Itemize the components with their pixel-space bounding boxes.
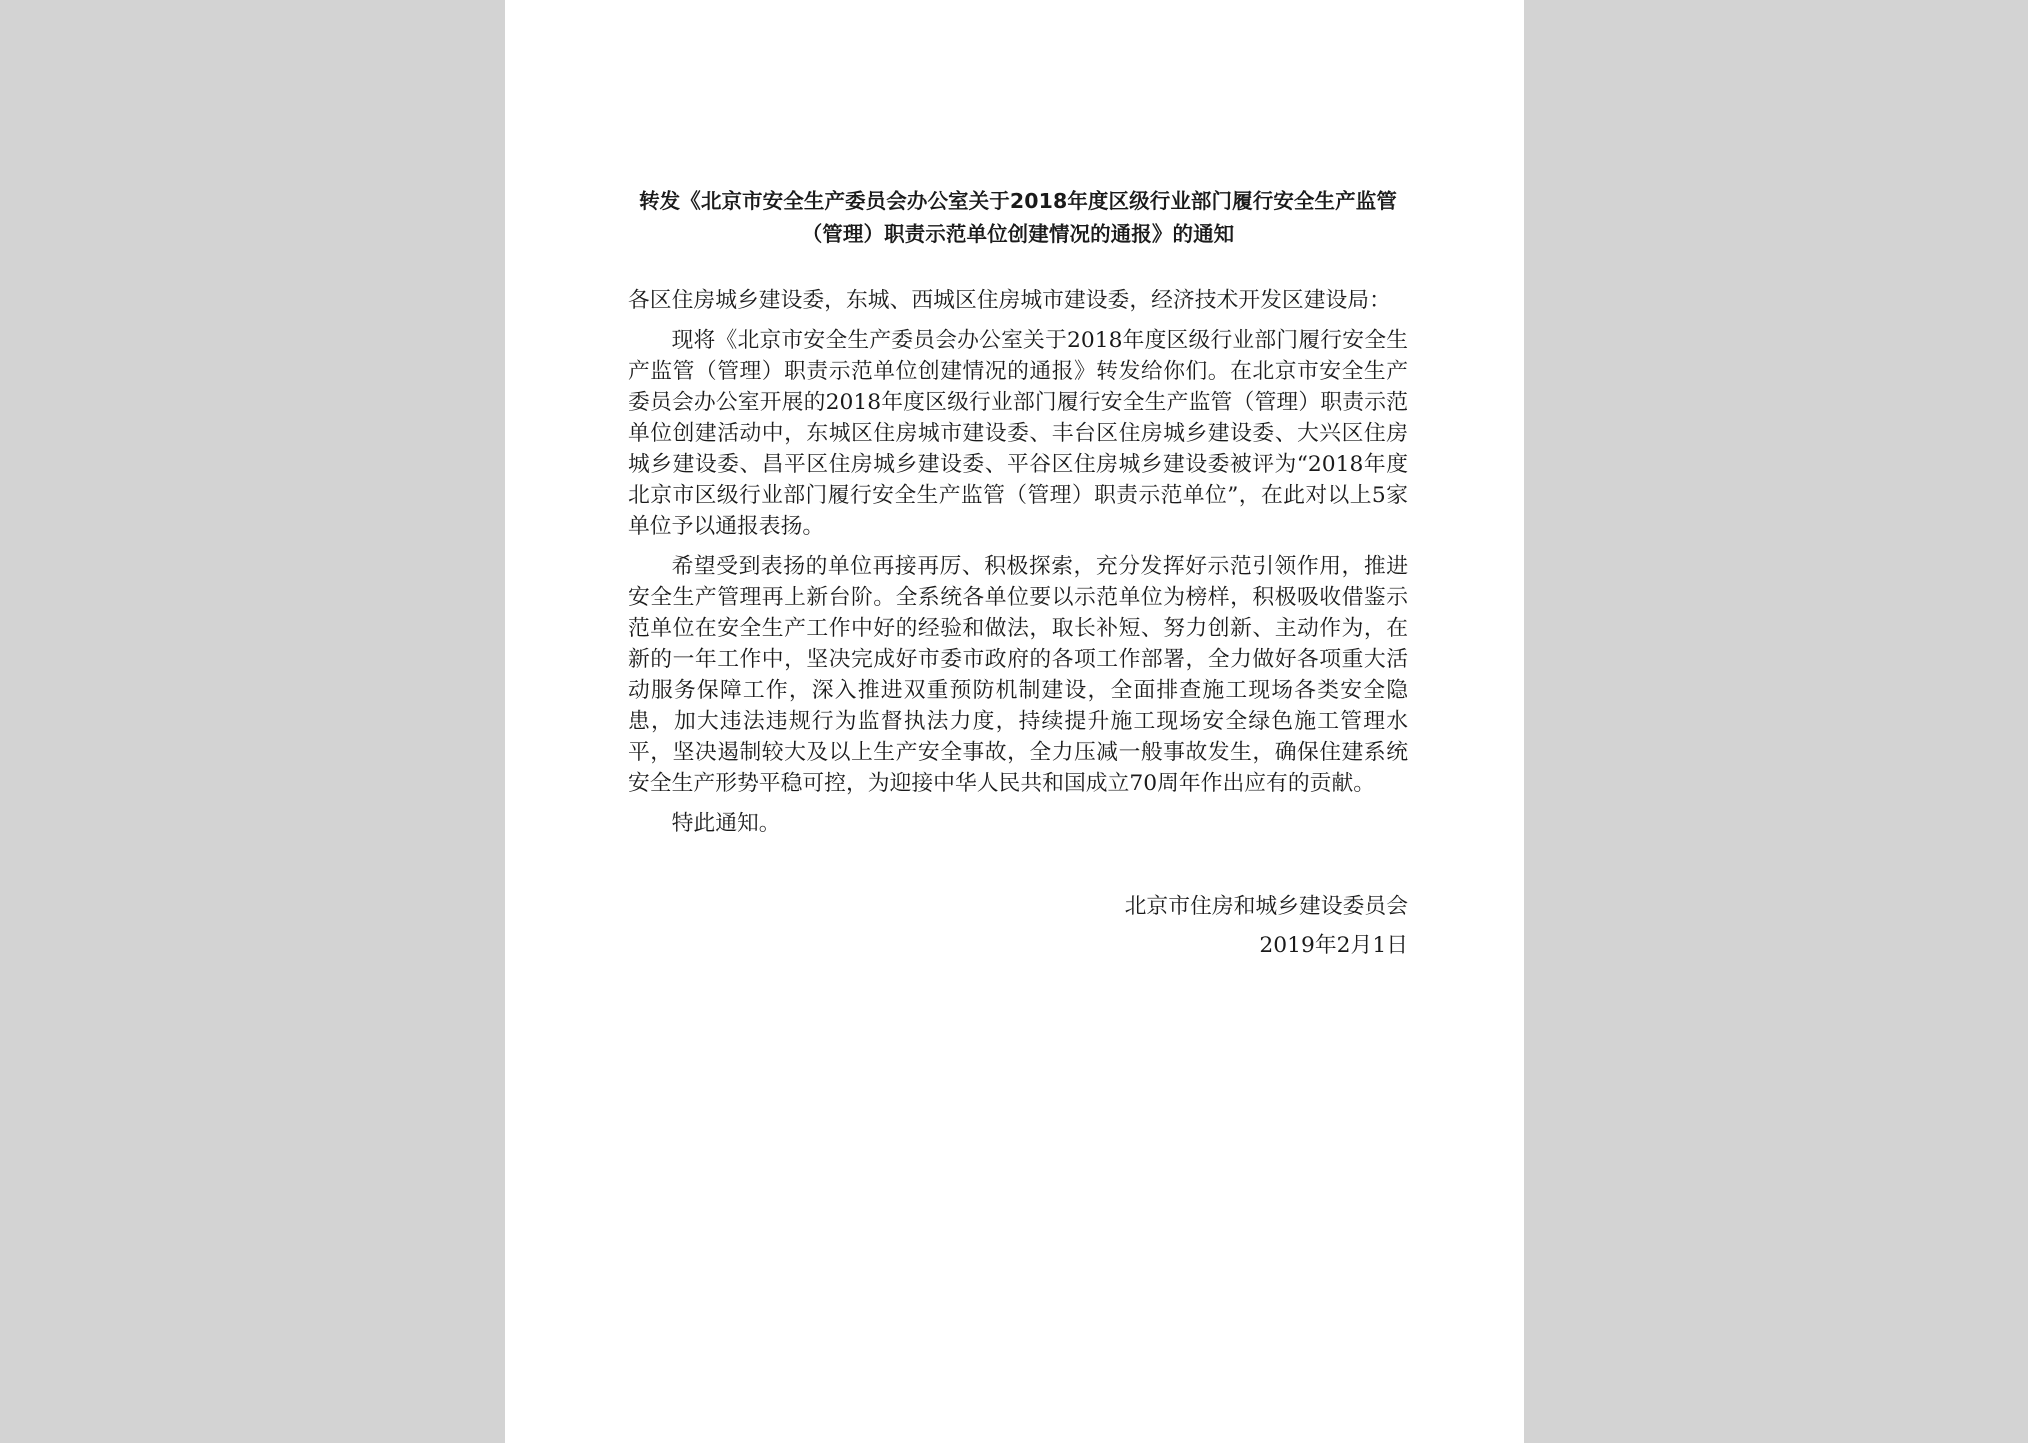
closing-line: 特此通知。 — [671, 811, 781, 836]
document-title: 转发《北京市安全生产委员会办公室关于2018年度区级行业部门履行安全生产监管（管理）职责示范单位创建情况的通报》的通知 — [639, 189, 1397, 246]
paragraph-2: 希望受到表扬的单位再接再厉、积极探索，充分发挥好示范引领作用，推进安全生产管理再上新台阶。全系统各单位要以示范单位为榜样，积极吸收借鉴示范单位在安全生产工作中好的经验和做法，取长补短、努力创新、主动作为，在新的一年工作中，坚决完成好市委市政府的各项工作部署，全力做好各项重大活动服务保障工作，深入推进双重预防机制建设，全面排查施工现场各类安全隐患，加大违法违规行为监督执法力度，持续提升施工现场安全绿色施工管理水平，坚决遏制较大及以上生产安全事故，全力压减一般事故发生，确保住建系统安全生产形势平稳可控，为迎接中华人民共和国成立70周年作出应有的贡献。 — [628, 554, 1408, 796]
document-page — [505, 0, 1524, 1443]
salutation: 各区住房城乡建设委，东城、西城区住房城市建设委，经济技术开发区建设局： — [628, 288, 1391, 313]
document-body — [628, 185, 1408, 965]
paragraph-1: 现将《北京市安全生产委员会办公室关于2018年度区级行业部门履行安全生产监管（管理）职责示范单位创建情况的通报》转发给你们。在北京市安全生产委员会办公室开展的2018年度区级行业部门履行安全生产监管（管理）职责示范单位创建活动中，东城区住房城市建设委、丰台区住房城乡建设委、大兴区住房城乡建设委、昌平区住房城乡建设委、平谷区住房城乡建设委被评为“2018年度北京市区级行业部门履行安全生产监管（管理）职责示范单位”，在此对以上5家单位予以通报表扬。 — [628, 328, 1408, 539]
signature-organization: 北京市住房和城乡建设委员会 — [1124, 894, 1408, 919]
signature-date: 2019年2月1日 — [1259, 933, 1408, 958]
signature-block — [628, 887, 1408, 965]
